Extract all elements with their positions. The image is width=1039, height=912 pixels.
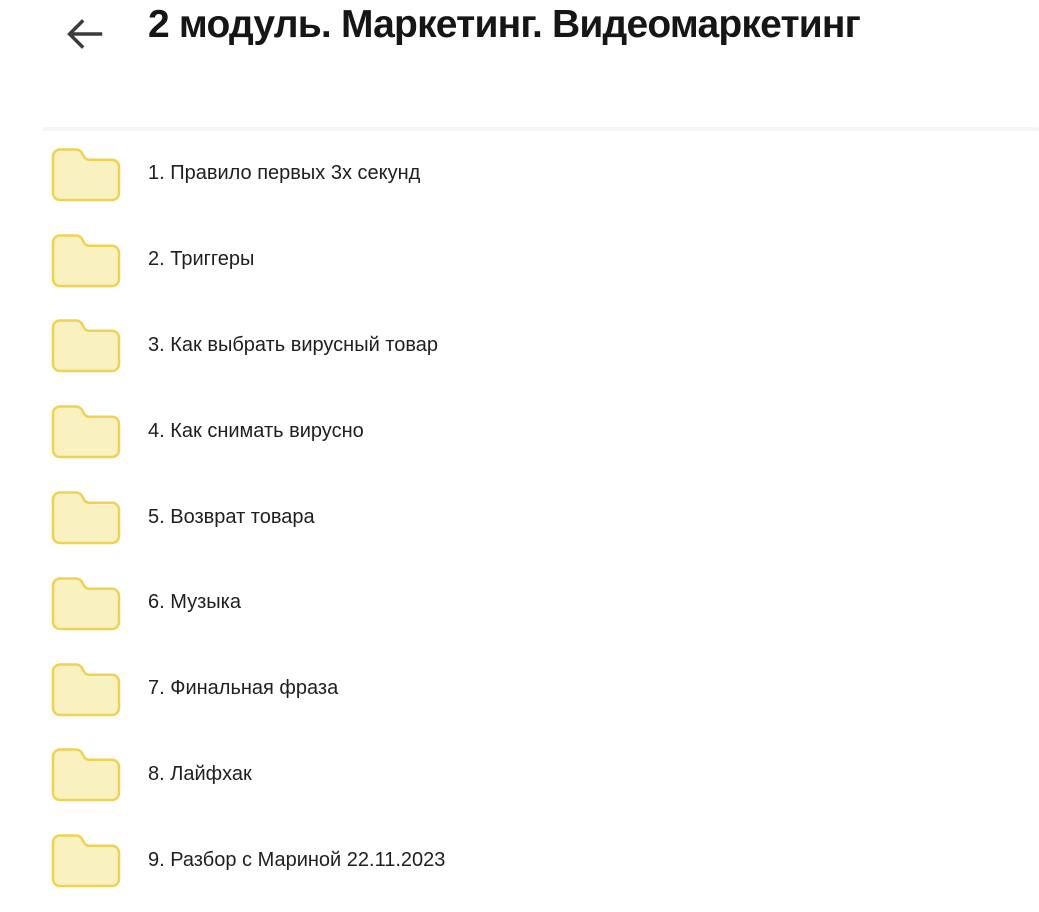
folder-icon	[50, 575, 122, 631]
folder-icon	[50, 746, 122, 802]
folder-row[interactable]	[0, 388, 1039, 474]
folder-row[interactable]	[0, 646, 1039, 732]
folder-row[interactable]	[0, 217, 1039, 303]
page-title: 2 модуль. Маркетинг. Видеомаркетинг	[148, 3, 861, 46]
folder-list	[0, 131, 1039, 903]
back-button[interactable]	[62, 13, 108, 55]
folder-name: 1. Правило первых 3х секунд	[148, 162, 421, 185]
folder-row[interactable]	[0, 817, 1039, 903]
folder-name: 7. Финальная фраза	[148, 677, 339, 700]
folder-row[interactable]	[0, 303, 1039, 389]
arrow-left-icon	[65, 17, 105, 51]
folder-name: 2. Триггеры	[148, 248, 255, 271]
folder-icon	[50, 661, 122, 717]
folder-icon	[50, 489, 122, 545]
folder-name: 8. Лайфхак	[148, 762, 252, 785]
folder-icon	[50, 403, 122, 459]
folder-name: 4. Как снимать вирусно	[148, 419, 364, 442]
folder-name: 6. Музыка	[148, 591, 241, 614]
folder-name: 5. Возврат товара	[148, 505, 315, 528]
folder-icon	[50, 232, 122, 288]
folder-row[interactable]	[0, 131, 1039, 217]
folder-icon	[50, 146, 122, 202]
header	[0, 0, 1039, 64]
folder-row[interactable]	[0, 732, 1039, 818]
folder-icon	[50, 832, 122, 888]
folder-row[interactable]	[0, 560, 1039, 646]
folder-icon	[50, 317, 122, 373]
folder-name: 3. Как выбрать вирусный товар	[148, 333, 439, 356]
folder-row[interactable]	[0, 474, 1039, 560]
folder-name: 9. Разбор с Мариной 22.11.2023	[148, 848, 446, 871]
